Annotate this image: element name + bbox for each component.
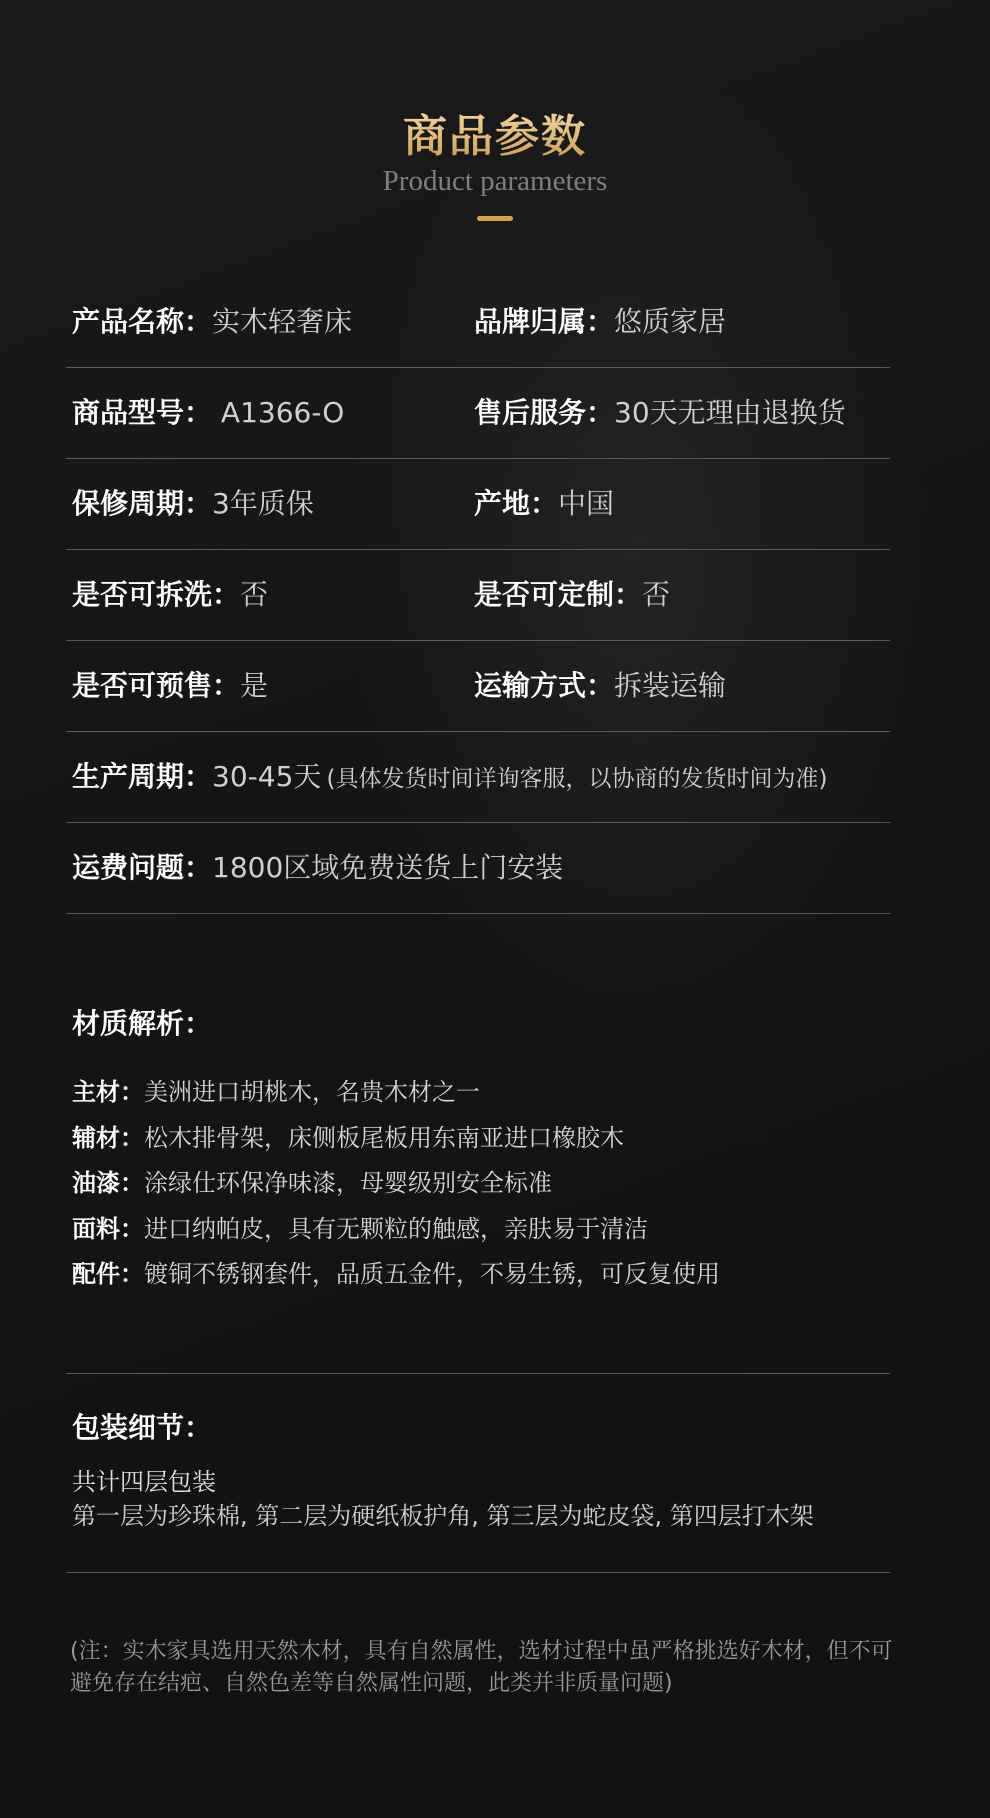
- param-label: 是否可拆洗：: [72, 578, 241, 611]
- param-cell: [72, 549, 268, 640]
- param-cell: [474, 367, 846, 458]
- param-row: [66, 367, 890, 459]
- material-value: 涂绿仕环保净味漆，母婴级别安全标准: [144, 1169, 552, 1197]
- section-header: [0, 110, 990, 221]
- param-label: 是否可定制：: [474, 578, 643, 611]
- param-cell: [72, 367, 344, 458]
- param-cell: [474, 276, 726, 367]
- material-value: 进口纳帕皮，具有无颗粒的触感，亲肤易于清洁: [144, 1214, 648, 1243]
- list-item: [72, 1070, 720, 1116]
- param-value: 3年质保: [212, 487, 314, 520]
- param-value: 否: [642, 578, 671, 611]
- page-title: 商品参数: [0, 110, 990, 164]
- page-subtitle: Product parameters: [382, 165, 608, 197]
- packaging-summary: 共计四层包装: [72, 1468, 216, 1496]
- param-row: [66, 276, 890, 368]
- param-value: 30-45天: [212, 760, 322, 793]
- param-value: 是: [240, 669, 269, 702]
- material-key: 面料：: [72, 1214, 144, 1243]
- shipping-row: [66, 822, 890, 914]
- param-value: 30天无理由退换货: [614, 396, 846, 429]
- param-value: 1800区域免费送货上门安装: [212, 851, 564, 884]
- param-value: 中国: [558, 487, 615, 520]
- param-label: 售后服务：: [474, 396, 615, 429]
- param-cell: [72, 822, 563, 913]
- material-value: 松木排骨架，床侧板尾板用东南亚进口橡胶木: [144, 1123, 624, 1152]
- materials-title: 材质解析：: [72, 1007, 213, 1040]
- list-item: [72, 1116, 720, 1162]
- param-value: 拆装运输: [614, 669, 727, 702]
- param-value: A1366-O: [212, 396, 345, 429]
- production-cycle-row: [66, 731, 890, 823]
- param-value: 实木轻奢床: [212, 305, 353, 338]
- material-key: 辅材：: [72, 1123, 144, 1152]
- param-label: 产地：: [474, 487, 559, 520]
- divider: [66, 1572, 890, 1573]
- materials-list: [72, 1070, 720, 1298]
- param-cell: [72, 640, 268, 731]
- material-value: 美洲进口胡桃木，名贵木材之一: [144, 1078, 480, 1106]
- param-label: 是否可预售：: [72, 669, 241, 702]
- material-key: 油漆：: [72, 1169, 144, 1197]
- param-value: 否: [240, 578, 269, 611]
- param-row: [66, 640, 890, 732]
- param-row: [66, 549, 890, 641]
- production-note: (具体发货时间详询客服，以协商的发货时间为准): [326, 766, 828, 792]
- param-cell: [474, 549, 670, 640]
- param-cell: [474, 458, 614, 549]
- param-row: [66, 458, 890, 550]
- param-label: 生产周期：: [72, 760, 213, 793]
- param-cell: [72, 458, 314, 549]
- param-cell: [72, 731, 827, 822]
- divider: [66, 1373, 890, 1374]
- material-key: 主材：: [72, 1078, 144, 1106]
- material-value: 镀铜不锈钢套件，品质五金件，不易生锈，可反复使用: [144, 1260, 720, 1288]
- list-item: [72, 1161, 720, 1207]
- list-item: [72, 1207, 720, 1253]
- param-label: 运输方式：: [474, 669, 615, 702]
- param-label: 保修周期：: [72, 487, 213, 520]
- param-cell: [474, 640, 726, 731]
- param-label: 品牌归属：: [474, 305, 615, 338]
- param-label: 产品名称：: [72, 305, 213, 338]
- disclaimer-note: (注：实木家具选用天然木材，具有自然属性，选材过程中虽严格挑选好木材，但不可避免存在结疤、自然色差等自然属性问题，此类并非质量问题): [70, 1639, 893, 1696]
- material-key: 配件：: [72, 1260, 144, 1288]
- param-value: 悠质家居: [614, 305, 727, 338]
- title-accent-bar: [477, 216, 513, 221]
- param-label: 商品型号：: [72, 396, 213, 429]
- param-label: 运费问题：: [72, 851, 213, 884]
- list-item: [72, 1252, 720, 1298]
- packaging-detail: 第一层为珍珠棉, 第二层为硬纸板护角, 第三层为蛇皮袋, 第四层打木架: [72, 1502, 814, 1530]
- param-cell: [72, 276, 352, 367]
- packaging-title: 包装细节：: [72, 1411, 213, 1444]
